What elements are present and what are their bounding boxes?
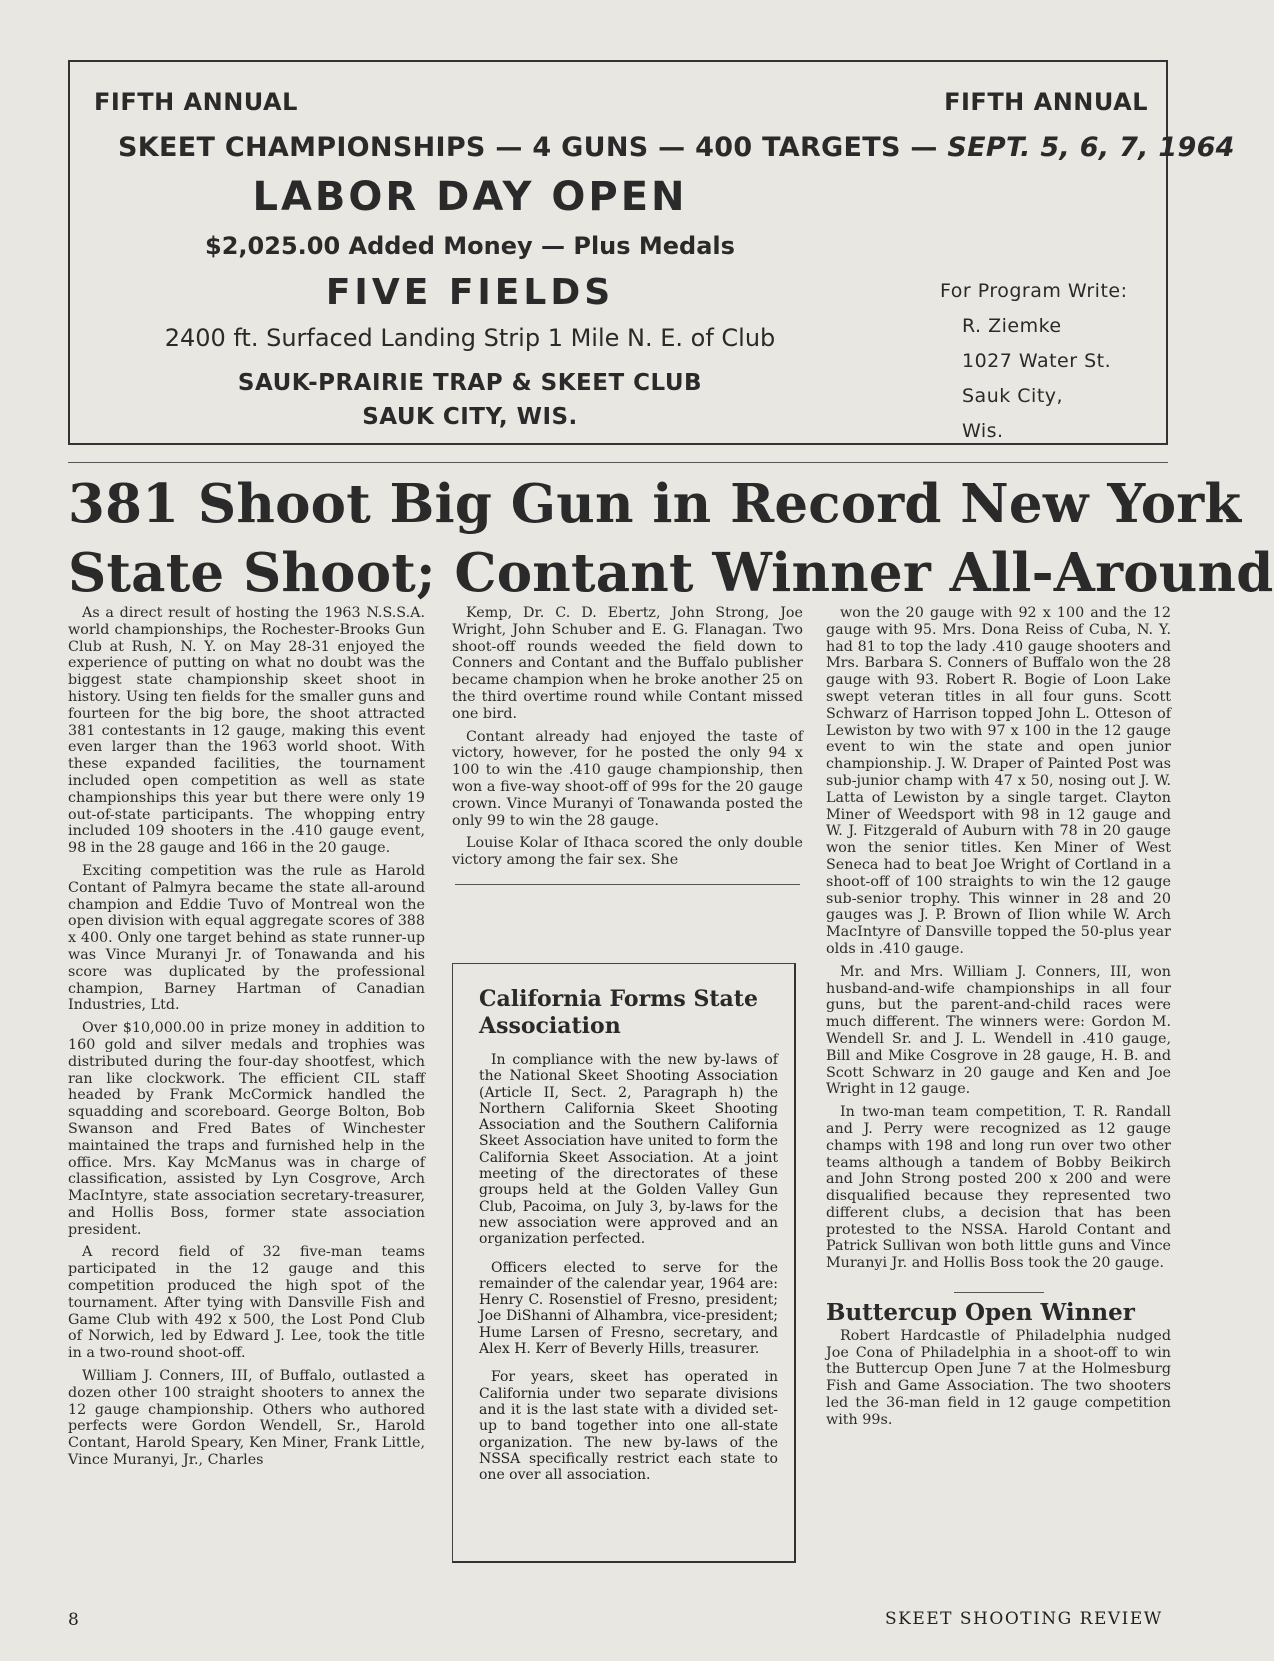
ad-headline-text: SKEET CHAMPIONSHIPS — 4 GUNS — 400 TARGETS — <box>118 132 938 163</box>
short-divider <box>954 1292 1044 1293</box>
ad-event-name: LABOR DAY OPEN <box>252 174 688 220</box>
ad-program-state: Wis. <box>962 420 1004 442</box>
article-paragraph: Over $10,000.00 in prize money in addition to 160 gold and silver medals and trophies was distributed during the four-day shootfest, which ran like clockwork. The efficient CIL staff headed by Frank McCormick handled the squadding and scoreboard. George Bolton, Bob Swanson and Fred Bates of Winchester maintained the traps and furnished help in the office. Mrs. Kay McManus was in charge of classification, assisted by Lyn Cosgrove, Arch MacIntyre, state association secretary-treasurer, and Hollis Boss, former state association president. <box>68 1020 425 1238</box>
article-paragraph: As a direct result of hosting the 1963 N.S.S.A. world championships, the Rochester-Brooks Gun Club at Rush, N. Y. on May 28-31 enjoyed the experience of putting on what no doubt was the biggest state championship skeet shoot in history. Using ten fields for the smaller guns and fourteen for the big bore, the shoot attracted 381 contestants in 12 gauge, making this event even larger than the 1963 world shoot. With these expanded facilities, the tournament included open competition as well as state championships this year but there were only 19 out-of-state participants. The whopping entry included 109 shooters in the .410 gauge event, 98 in the 28 gauge and 166 in the 20 gauge. <box>68 605 425 857</box>
page-number: 8 <box>68 1610 79 1630</box>
ad-headline <box>118 132 1235 163</box>
sidebar-box <box>452 963 796 1563</box>
ad-program-contact <box>940 274 1128 449</box>
buttercup-title: Buttercup Open Winner <box>826 1299 1135 1327</box>
ad-club-city: SAUK CITY, WIS. <box>362 404 578 430</box>
article-title-line-1: 381 Shoot Big Gun in Record New York <box>68 473 1242 535</box>
ad-fifth-annual-right: FIFTH ANNUAL <box>944 88 1148 116</box>
sidebar-title: California Forms State Association <box>479 986 758 1039</box>
ad-fifth-annual-left: FIFTH ANNUAL <box>94 88 298 116</box>
article-column-3 <box>826 605 1171 1435</box>
article-paragraph: Exciting competition was the rule as Harold Contant of Palmyra became the state all-around champion and Eddie Tuvo of Montreal won the open division with equal aggregate scores of 388 x 400. Only one target behind as state runner-up was Vince Muranyi Jr. of Tonawanda and his score was duplicated by the professional champion, Barney Hartman of Canadian Industries, Ltd. <box>68 862 425 1014</box>
article-title-line-2: State Shoot; Contant Winner All-Around <box>68 542 1274 604</box>
ad-landing-strip: 2400 ft. Surfaced Landing Strip 1 Mile N. E. of Club <box>164 324 776 352</box>
article-paragraph: In two-man team competition, T. R. Randall and J. Perry were recognized as 12 gauge champs with 198 and long run over two other teams although a tandem of Bobby Beikirch and John Strong posted 200 x 200 and were disqualified because they represented two different clubs, a decision that has been protested to the NSSA. Harold Contant and Patrick Sullivan won both little guns and Vince Muranyi Jr. and Hollis Boss took the 20 gauge. <box>826 1104 1171 1272</box>
ad-program-name: R. Ziemke <box>962 315 1062 337</box>
sidebar-paragraph: Officers elected to serve for the remainder of the calendar year, 1964 are: Henry C. Rosenstiel of Fresno, president; Joe DiShanni of Alhambra, vice-president; Hume Larsen of Fresno, secretary, and Alex H. Kerr of Beverly Hills, treasurer. <box>479 1259 778 1358</box>
article-paragraph: William J. Conners, III, of Buffalo, outlasted a dozen other 100 straight shooters to annex the 12 gauge championship. Others who authored perfects were Gordon Wendell, Sr., Harold Contant, Harold Speary, Ken Miner, Frank Little, Vince Muranyi, Jr., Charles <box>68 1368 425 1469</box>
article-paragraph: Mr. and Mrs. William J. Conners, III, won husband-and-wife championships in all four guns, but the parent-and-child races were much different. The winners were: Gordon M. Wendell Sr. and J. L. Wendell in .410 gauge, Bill and Mike Cosgrove in 28 gauge, H. B. and Scott Schwarz in 20 gauge and Ken and Joe Wright in 12 gauge. <box>826 963 1171 1098</box>
article-paragraph: Contant already had enjoyed the taste of victory, however, for he posted the only 94 x 100 to win the .410 gauge championship, then won a five-way shoot-off of 99s for the 20 gauge crown. Vince Muranyi of Tonawanda posted the only 99 to win the 28 gauge. <box>452 728 803 829</box>
article-paragraph: won the 20 gauge with 92 x 100 and the 12 gauge with 95. Mrs. Dona Reiss of Cuba, N. Y. had 81 to top the lady .410 gauge shooters and Mrs. Barbara S. Conners of Buffalo won the 28 gauge with 93. Robert R. Bogie of Loon Lake swept veteran titles in all four guns. Scott Schwarz of Harrison topped John L. Otteson of Lewiston by two with 97 x 100 in the 12 gauge event to win the state and open junior championship. J. W. Draper of Painted Post was sub-junior champ with 47 x 50, nosing out J. W. Latta of Lewiston by a single target. Clayton Miner of Weedsport with 98 in 12 gauge and W. J. Fitzgerald of Auburn with 78 in 20 gauge won the senior titles. Ken Miner of West Seneca had to beat Joe Wright of Cortland in a shoot-off of 100 straights to win the 12 gauge sub-senior trophy. This winner in 28 and 20 gauges was J. P. Brown of Ilion while W. Arch MacIntyre of Dansville topped the 50-plus year olds in .410 gauge. <box>826 605 1171 957</box>
magazine-name: SKEET SHOOTING REVIEW <box>885 1609 1163 1629</box>
ad-club-name: SAUK-PRAIRIE TRAP & SKEET CLUB <box>237 370 703 396</box>
buttercup-paragraph: Robert Hardcastle of Philadelphia nudged Joe Cona of Philadelphia in a shoot-off to win the Buttercup Open June 7 at the Holmesburg Fish and Game Association. The two shooters led the 36-man field in 12 gauge competition with 99s. <box>826 1327 1171 1428</box>
ad-five-fields: FIVE FIELDS <box>325 272 615 313</box>
article-paragraph: A record field of 32 five-man teams participated in the 12 gauge and this competition produced the high spot of the tournament. After tying with Dansville Fish and Game Club with 492 x 500, the Lost Pond Club of Norwich, led by Edward J. Lee, took the title in a two-round shoot-off. <box>68 1244 425 1362</box>
sidebar-paragraph: In compliance with the new by-laws of the National Skeet Shooting Association (Article II, Sect. 2, Paragraph h) the Northern California Skeet Shooting Association and the Southern California Skeet Association have united to form the California Skeet Association. At a joint meeting of the directorates of these groups held at the Golden Valley Gun Club, Pacoima, on July 3, by-laws for the new association were approved and an organization perfected. <box>479 1052 778 1248</box>
header-divider <box>68 462 1168 463</box>
ad-program-heading: For Program Write: <box>940 280 1128 302</box>
ad-program-street: 1027 Water St. <box>962 350 1112 372</box>
column-divider <box>455 884 800 885</box>
ad-dates: SEPT. 5, 6, 7, 1964 <box>947 132 1235 163</box>
advertisement-box <box>68 60 1235 445</box>
ad-program-city: Sauk City, <box>962 385 1064 407</box>
sidebar-paragraph: For years, skeet has operated in California under two separate divisions and it is the last state with a divided set-up to band together into one all-state organization. The new by-laws of the NSSA specifically restrict each state to one over all association. <box>479 1369 778 1484</box>
article-column-2 <box>452 605 803 905</box>
article-title <box>68 470 1274 608</box>
article-column-1 <box>68 605 425 1475</box>
ad-prize-money: $2,025.00 Added Money — Plus Medals <box>205 232 735 260</box>
article-paragraph: Louise Kolar of Ithaca scored the only double victory among the fair sex. She <box>452 835 803 869</box>
article-paragraph: Kemp, Dr. C. D. Ebertz, John Strong, Joe Wright, John Schuber and E. G. Flanagan. Two shoot-off rounds weeded the field down to Conners and Contant and the Buffalo publisher became champion when he broke another 25 on the third overtime round while Contant missed one bird. <box>452 605 803 722</box>
